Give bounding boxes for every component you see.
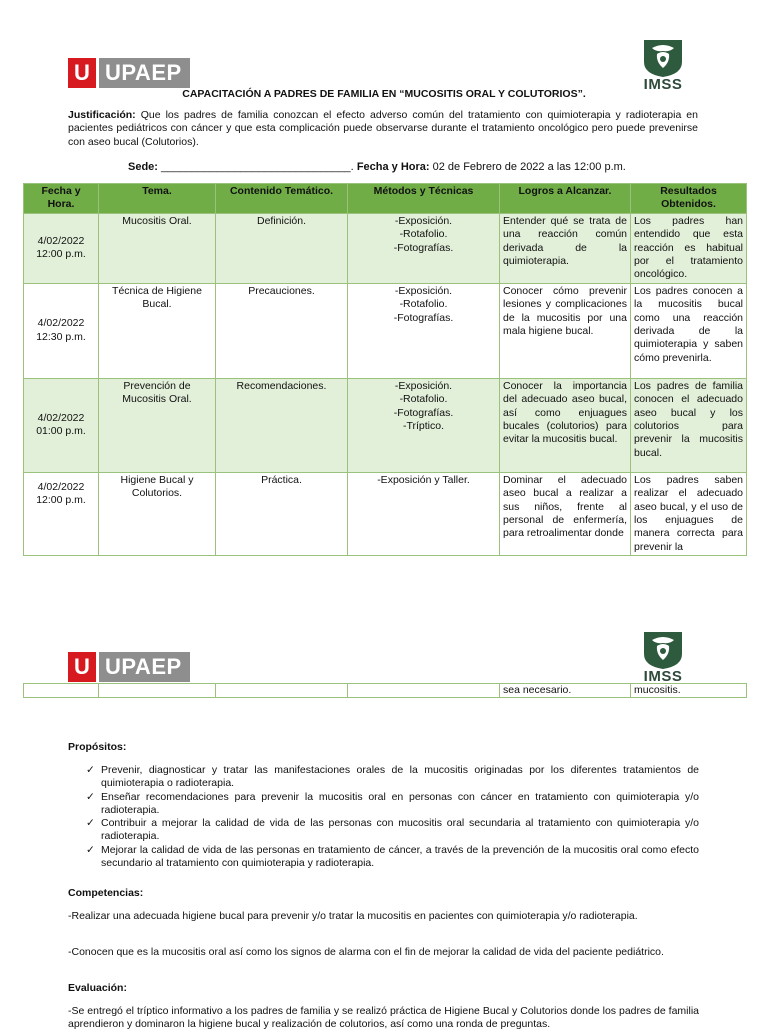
cell-tema: Técnica de Higiene Bucal. (99, 283, 216, 378)
justificacion-text: Que los padres de familia conozcan el efecto adverso común del tratamiento con quimioterapia y radioterapia en pacientes pediátricos con cáncer y que esta complicación puede observarse durante el tratamiento oncológico pero puede prevenirse con aseo bucal (Colutorios). (68, 109, 698, 148)
document-title: CAPACITACIÓN A PADRES DE FAMILIA EN “MUCOSITIS ORAL Y COLUTORIOS”. (182, 88, 586, 100)
sede-label: Sede: (128, 161, 158, 173)
sede-fecha-line (128, 161, 626, 173)
metodo-item: -Fotografías. (393, 406, 454, 419)
table-row (24, 472, 747, 555)
list-item (68, 764, 699, 791)
cell-metodos (348, 213, 500, 283)
justificacion-label: Justificación: (68, 109, 136, 121)
metodo-item: -Exposición y Taller. (377, 473, 470, 486)
cell-contenido: Definición. (216, 213, 348, 283)
justificacion-paragraph (68, 109, 698, 149)
list-item (68, 844, 699, 871)
resultados-text: Los padres saben realizar el adecuado aseo bucal, y el uso de los enjuagues de manera correcta para prevenir la (634, 473, 743, 553)
propositos-title: Propósitos: (68, 741, 127, 753)
checkmark-icon: ✓ (86, 843, 95, 856)
table-header-row (24, 184, 747, 214)
cell-fecha: 4/02/2022 12:00 p.m. (24, 472, 99, 555)
header-logros: Logros a Alcanzar. (500, 184, 631, 214)
cell-logros: sea necesario. (500, 684, 631, 698)
cell-tema: Higiene Bucal y Colutorios. (99, 472, 216, 555)
cell-logros: Conocer cómo prevenir lesiones y complicaciones de la mucositis por una mala higiene bucal. (500, 283, 631, 378)
metodo-item: -Rotafolio. (399, 393, 448, 406)
proposito-text: Enseñar recomendaciones para prevenir la mucositis oral en personas con cáncer en tratamiento con quimioterapia y/o radioterapia. (101, 790, 699, 816)
proposito-text: Prevenir, diagnosticar y tratar las manifestaciones orales de la mucositis originadas por los diferentes tratamientos de quimioterapia o radioterapia. (101, 764, 699, 790)
cell-resultados: mucositis. (631, 684, 747, 698)
cell-metodos (348, 472, 500, 555)
checkmark-icon: ✓ (86, 817, 95, 830)
metodo-item: -Rotafolio. (399, 228, 448, 241)
imss-logo-text: IMSS (643, 76, 683, 93)
cell-metodos (348, 378, 500, 472)
header-tema: Tema. (99, 184, 216, 214)
imss-logo-text: IMSS (643, 668, 683, 685)
header-metodos: Métodos y Técnicas (348, 184, 500, 214)
upaep-logo-text: UPAEP (99, 58, 190, 88)
evaluacion-text: -Se entregó el tríptico informativo a los padres de familia y se realizó práctica de Higiene Bucal y Colutorios donde los padres de familia aprendieron y dominaron la higiene bucal y realización de colutorios, así como una ronda de preguntas. (68, 1005, 699, 1031)
imss-eagle-icon (640, 630, 686, 670)
cell-contenido: Recomendaciones. (216, 378, 348, 472)
cell-resultados: Los padres conocen a la mucositis bucal como una reacción derivada de la quimioterapia y saben cómo prevenirla. (631, 283, 747, 378)
upaep-logo-mark: U (68, 652, 96, 682)
checkmark-icon: ✓ (86, 790, 95, 803)
header-fecha: Fecha y Hora. (24, 184, 99, 214)
activities-table (23, 183, 747, 556)
cell-resultados: Los padres han entendido que esta reacción es habitual por el tratamiento oncológico. (631, 213, 747, 283)
cell-fecha: 4/02/2022 12:30 p.m. (24, 283, 99, 378)
cell-logros (500, 472, 631, 555)
fecha-value: 02 de Febrero de 2022 a las 12:00 p.m. (432, 161, 626, 173)
table-row (24, 684, 747, 698)
cell-empty (348, 684, 500, 698)
cell-logros: Entender qué se trata de una reacción común derivada de la quimioterapia. (500, 213, 631, 283)
imss-eagle-icon (640, 38, 686, 78)
upaep-logo-mark: U (68, 58, 96, 88)
competencias-title: Competencias: (68, 887, 144, 899)
list-item (68, 791, 699, 818)
cell-tema: Prevención de Mucositis Oral. (99, 378, 216, 472)
header-resultados: Resultados Obtenidos. (631, 184, 747, 214)
propositos-list (68, 764, 699, 870)
upaep-logo-page2 (68, 652, 190, 682)
cell-fecha: 4/02/2022 01:00 p.m. (24, 378, 99, 472)
evaluacion-title: Evaluación: (68, 982, 127, 994)
metodo-item: -Exposición. (394, 379, 453, 392)
imss-logo-page2 (640, 630, 686, 685)
metodo-item: -Tríptico. (402, 420, 445, 433)
cell-logros: Conocer la importancia del adecuado aseo bucal, así como enjuagues bucales (colutorios) para evitar la mucositis bucal. (500, 378, 631, 472)
metodo-item: -Fotografías. (393, 241, 454, 254)
list-item (68, 817, 699, 844)
proposito-text: Mejorar la calidad de vida de las personas en tratamiento de cáncer, a través de la prevención de la mucositis oral como efecto secundario al tratamiento con quimioterapia y radioterapia. (101, 843, 699, 870)
cell-resultados (631, 472, 747, 555)
imss-logo (640, 38, 686, 93)
cell-empty (99, 684, 216, 698)
upaep-logo (68, 58, 190, 88)
upaep-logo-text: UPAEP (99, 652, 190, 682)
cell-empty (24, 684, 99, 698)
competencia-text: -Conocen que es la mucositis oral así como los signos de alarma con el fin de mejorar la calidad de vida del paciente pediátrico. (68, 946, 664, 958)
sede-blank: _______________________________. (161, 161, 354, 173)
table-row (24, 213, 747, 283)
proposito-text: Contribuir a mejorar la calidad de vida de las personas con mucositis oral secundaria al tratamiento con quimioterapia y/o radioterapia. (101, 817, 699, 843)
competencia-text: -Realizar una adecuada higiene bucal para prevenir y/o tratar la mucositis en pacientes con quimioterapia y/o radioterapia. (68, 910, 638, 922)
logros-text: Dominar el adecuado aseo bucal a realizar a sus niños, frente al personal de enfermería, para retroalimentar donde (503, 473, 627, 540)
cell-metodos (348, 283, 500, 378)
cell-resultados: Los padres de familia conocen el adecuado aseo bucal y los colutorios para prevenir la mucositis bucal. (631, 378, 747, 472)
checkmark-icon: ✓ (86, 764, 95, 776)
metodo-item: -Exposición. (394, 214, 453, 227)
header-contenido: Contenido Temático. (216, 184, 348, 214)
cell-contenido: Precauciones. (216, 283, 348, 378)
activities-table-continued (23, 683, 747, 698)
fecha-label: Fecha y Hora: (356, 161, 430, 173)
table-row (24, 378, 747, 472)
cell-empty (216, 684, 348, 698)
metodo-item: -Exposición. (394, 284, 453, 297)
metodo-item: -Rotafolio. (399, 298, 448, 311)
metodo-item: -Fotografías. (393, 311, 454, 324)
cell-contenido: Práctica. (216, 472, 348, 555)
cell-tema: Mucositis Oral. (99, 213, 216, 283)
table-row (24, 283, 747, 378)
cell-fecha: 4/02/2022 12:00 p.m. (24, 213, 99, 283)
